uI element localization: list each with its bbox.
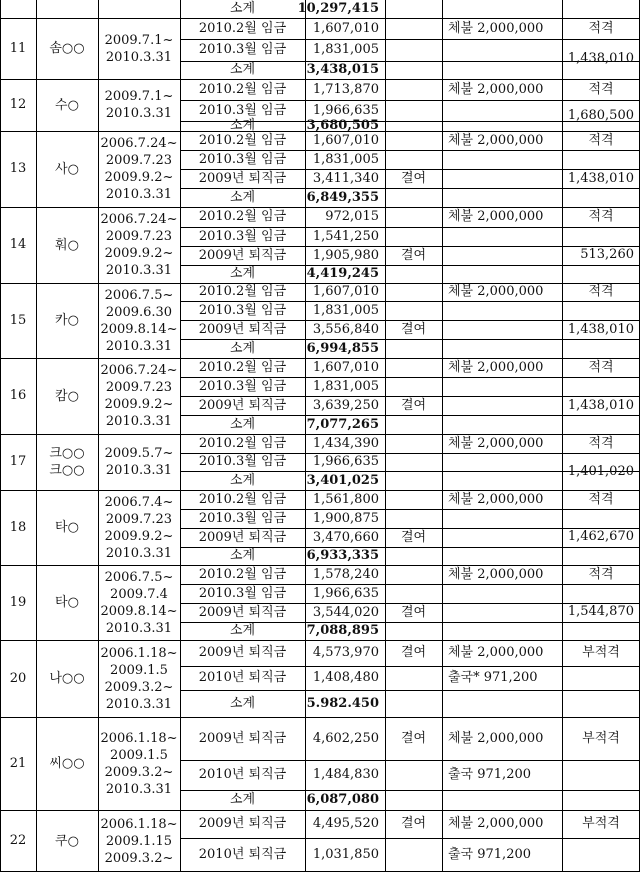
- payable-amount: 1,438,010: [567, 170, 634, 186]
- item-amount: 4,602,250: [312, 730, 379, 746]
- unpaid-amount: 체불 2,000,000: [448, 730, 544, 746]
- item-amount: 3,411,340: [312, 170, 379, 186]
- employment-period: [98, 434, 180, 490]
- unpaid-amount: [442, 603, 562, 622]
- employment-period-line: 2009.9.2~: [104, 170, 174, 185]
- employment-period-line: 2006.1.18~: [100, 730, 178, 746]
- employment-period-line: 2006.7.24~: [100, 363, 178, 378]
- payable-amount: [562, 838, 640, 872]
- subtotal-label: 소계: [229, 62, 256, 77]
- item-label: 2009년 퇴직금: [198, 604, 287, 620]
- item-amount: 1,541,250: [312, 228, 379, 244]
- item-amount: 1,831,005: [312, 378, 379, 394]
- unpaid-amount: [442, 377, 562, 396]
- item-note: [385, 207, 442, 227]
- employment-period-line: 2009.3.2~: [104, 679, 174, 695]
- item-note: [385, 377, 442, 396]
- subtotal-label: 소계: [229, 118, 256, 133]
- eligibility-status: 적격: [588, 491, 614, 507]
- item-note: [385, 100, 442, 121]
- employment-period-line: 2009.7.23: [105, 153, 173, 168]
- item-note: 결여: [400, 397, 427, 413]
- item-label: 2010.3월 임금: [198, 228, 287, 244]
- eligibility-status: 부적격: [582, 730, 620, 746]
- item-note: 결여: [400, 730, 427, 746]
- unpaid-amount: 출국 971,200: [448, 847, 532, 862]
- unpaid-amount: [442, 396, 562, 415]
- item-label: 2010년 퇴직금: [198, 847, 287, 862]
- employment-period: [98, 207, 180, 283]
- item-amount: 1,484,830: [312, 767, 379, 782]
- subtotal-label: 소계: [229, 189, 256, 205]
- item-amount: 1,831,005: [312, 151, 379, 167]
- subtotal-label: 소계: [229, 695, 256, 711]
- eligibility-status: 부적격: [582, 645, 620, 660]
- eligibility-status: 적격: [588, 209, 614, 224]
- employment-period-line: 2010.3.31: [105, 545, 173, 561]
- item-note: [385, 131, 442, 150]
- worker-name-line: 씨○○: [49, 756, 85, 771]
- row-number: 14: [9, 237, 27, 252]
- employment-period-line: 2009.7.23: [105, 511, 173, 527]
- row-number: 21: [9, 755, 27, 771]
- unpaid-amount: [442, 509, 562, 528]
- subtotal-amount: 7,077,265: [306, 416, 379, 432]
- worker-name: [36, 79, 98, 131]
- worker-name-line: 카○: [55, 313, 79, 328]
- eligibility-status: 적격: [588, 132, 614, 148]
- subtotal-amount: 6,849,355: [306, 189, 379, 205]
- worker-name-line: 크○○: [49, 463, 85, 478]
- item-note: 결여: [400, 816, 427, 831]
- worker-name: [36, 810, 98, 872]
- item-note: [385, 227, 442, 246]
- subtotal-label: 소계: [229, 416, 256, 432]
- item-note: 결여: [400, 604, 427, 620]
- item-label: 2010.3월 임금: [198, 378, 287, 394]
- employment-period-line: 2010.3.31: [105, 463, 173, 478]
- item-amount: 1,966,635: [312, 585, 379, 601]
- item-label: 2010.2월 임금: [198, 566, 287, 582]
- unpaid-amount: [442, 150, 562, 169]
- employment-period: [98, 640, 180, 717]
- worker-name-line: 쿠○: [55, 833, 79, 849]
- employment-period-line: 2009.9.2~: [104, 397, 174, 412]
- item-label: 2010년 퇴직금: [198, 767, 287, 782]
- employment-period-line: 2009.7.1~: [104, 89, 174, 104]
- worker-name-line: 나○○: [49, 671, 85, 686]
- eligibility-status: 적격: [588, 435, 614, 451]
- payable-amount: [562, 666, 640, 717]
- item-amount: 1,607,010: [312, 359, 379, 375]
- unpaid-amount: [442, 528, 562, 547]
- worker-name: [36, 565, 98, 640]
- employment-period-line: 2010.3.31: [105, 414, 173, 429]
- unpaid-amount: 체불 2,000,000: [448, 209, 544, 224]
- row-number: 17: [9, 454, 27, 469]
- row-number: 12: [9, 97, 27, 112]
- eligibility-status: 적격: [588, 359, 614, 375]
- unpaid-amount: 체불 2,000,000: [448, 284, 544, 299]
- unpaid-amount: 체불 2,000,000: [448, 435, 544, 451]
- payable-amount: 1,680,500: [567, 107, 634, 123]
- employment-period-line: 2006.1.18~: [100, 816, 178, 832]
- employment-period-line: 2010.3.31: [105, 49, 173, 65]
- worker-name: [36, 131, 98, 207]
- employment-period-line: 2009.6.30: [105, 304, 173, 320]
- item-label: 2009년 퇴직금: [198, 529, 287, 545]
- payable-amount: [562, 760, 640, 810]
- item-label: 2010.3월 임금: [198, 102, 287, 118]
- item-note: [385, 18, 442, 39]
- employment-period-line: 2009.7.23: [105, 229, 173, 244]
- row-number: 20: [9, 670, 27, 686]
- worker-name-line: 수○: [55, 97, 79, 113]
- payable-amount: 1,544,870: [567, 604, 634, 619]
- item-note: [385, 79, 442, 100]
- employment-period-line: 2009.1.15: [105, 833, 173, 849]
- item-label: 2010년 퇴직금: [198, 670, 287, 685]
- unpaid-amount: 체불 2,000,000: [448, 645, 544, 660]
- item-note: 결여: [400, 529, 427, 545]
- employment-period-line: 2010.3.31: [105, 338, 173, 354]
- item-amount: 1,966,635: [312, 102, 379, 118]
- unpaid-amount: [442, 39, 562, 61]
- item-note: 결여: [400, 170, 427, 186]
- item-label: 2010.2월 임금: [198, 209, 287, 224]
- unpaid-amount: 체불 2,000,000: [448, 132, 544, 148]
- row-number: 22: [9, 833, 27, 848]
- item-label: 2010.2월 임금: [198, 20, 287, 36]
- worker-name: [36, 490, 98, 565]
- employment-period-line: 2006.7.5~: [104, 287, 174, 303]
- subtotal-label: 소계: [229, 472, 256, 488]
- employment-period: [98, 810, 180, 872]
- employment-period-line: 2010.3.31: [105, 106, 173, 121]
- worker-name: [36, 283, 98, 358]
- item-amount: 1,607,010: [312, 20, 379, 36]
- employment-period-line: 2006.7.4~: [104, 494, 174, 510]
- worker-name-line: 타○: [55, 595, 79, 610]
- worker-name: [36, 640, 98, 717]
- item-note: [385, 565, 442, 584]
- unpaid-amount: [442, 584, 562, 603]
- item-amount: 1,578,240: [312, 566, 379, 582]
- item-amount: 1,831,005: [312, 42, 379, 57]
- unpaid-amount: [442, 301, 562, 320]
- item-amount: 1,966,635: [312, 454, 379, 469]
- unpaid-amount: [442, 169, 562, 188]
- payable-amount: 1,438,010: [567, 397, 634, 413]
- item-label: 2010.2월 임금: [198, 132, 287, 148]
- employment-period: [98, 490, 180, 565]
- item-label: 2010.3월 임금: [198, 585, 287, 601]
- unpaid-amount: 체불 2,000,000: [448, 816, 544, 831]
- unpaid-amount: [442, 227, 562, 246]
- item-amount: 3,556,840: [312, 321, 379, 337]
- subtotal-amount: 6,994,855: [306, 340, 379, 356]
- item-note: [385, 150, 442, 169]
- item-note: [385, 584, 442, 603]
- employment-period-line: 2009.1.5: [110, 662, 168, 678]
- item-amount: 3,544,020: [312, 604, 379, 620]
- item-amount: 1,905,980: [312, 247, 379, 263]
- row-number: 19: [9, 594, 27, 610]
- subtotal-label: 소계: [229, 548, 256, 563]
- employment-period-line: 2009.8.14~: [100, 603, 178, 619]
- employment-period: [98, 18, 180, 79]
- employment-period: [98, 717, 180, 810]
- item-amount: 3,470,660: [312, 529, 379, 545]
- item-label: 2010.2월 임금: [198, 284, 287, 299]
- payable-amount: 1,462,670: [567, 529, 634, 544]
- item-label: 2010.2월 임금: [198, 81, 287, 97]
- worker-name-line: 사○: [55, 161, 79, 177]
- worker-name-line: 훠○: [55, 237, 79, 253]
- payable-amount: 513,260: [580, 247, 634, 262]
- employment-period: [98, 131, 180, 207]
- item-amount: 3,639,250: [312, 397, 379, 413]
- item-label: 2010.2월 임금: [198, 359, 287, 375]
- item-amount: 1,607,010: [312, 284, 379, 299]
- employment-period: [98, 79, 180, 131]
- unpaid-amount: [442, 100, 562, 121]
- unpaid-amount: [442, 453, 562, 471]
- row-number: 13: [9, 161, 27, 176]
- eligibility-status: 적격: [588, 284, 614, 299]
- unpaid-amount: [442, 320, 562, 339]
- item-note: [385, 301, 442, 320]
- item-note: [385, 760, 442, 790]
- unpaid-amount: 체불 2,000,000: [448, 566, 544, 582]
- item-label: 2009년 퇴직금: [198, 247, 287, 263]
- item-label: 2009년 퇴직금: [198, 816, 287, 831]
- worker-name: [36, 434, 98, 490]
- eligibility-status: 적격: [588, 20, 614, 36]
- employment-period-line: 2010.3.31: [105, 187, 173, 202]
- subtotal-amount: 3,438,015: [306, 62, 379, 77]
- subtotal-amount: 4,419,245: [306, 266, 379, 281]
- employment-period-line: 2010.3.31: [105, 620, 173, 636]
- unpaid-amount: 체불 2,000,000: [448, 491, 544, 507]
- item-label: 2009년 퇴직금: [198, 730, 287, 746]
- item-amount: 1,831,005: [312, 302, 379, 318]
- employment-period-line: 2010.3.31: [105, 696, 173, 712]
- item-note: [385, 283, 442, 301]
- worker-name-line: 타○: [55, 520, 79, 535]
- employment-period-line: 2009.7.1~: [104, 32, 174, 48]
- employment-period-line: 2009.1.5: [110, 747, 168, 763]
- subtotal-label: 소계: [229, 266, 256, 281]
- employment-period-line: 2009.3.2~: [104, 764, 174, 780]
- row-number: 18: [9, 519, 27, 535]
- employment-period-line: 2009.7.4: [110, 586, 168, 602]
- unpaid-amount: 출국* 971,200: [448, 670, 538, 685]
- subtotal-label: 소계: [229, 340, 256, 356]
- eligibility-status: 적격: [588, 566, 614, 582]
- subtotal-amount: 3,680,505: [306, 118, 379, 133]
- employment-period-line: 2009.5.7~: [104, 446, 174, 461]
- worker-name-line: 크○○: [49, 446, 85, 461]
- worker-name-line: 솜○○: [49, 41, 85, 56]
- unpaid-amount: 체불 2,000,000: [448, 81, 544, 97]
- employment-period-line: 2010.3.31: [105, 781, 173, 797]
- employment-period-line: 2006.7.24~: [100, 212, 178, 227]
- item-note: [385, 490, 442, 509]
- employment-period-line: 2006.7.5~: [104, 569, 174, 585]
- item-label: 2010.3월 임금: [198, 151, 287, 167]
- unpaid-amount: 체불 2,000,000: [448, 20, 544, 36]
- subtotal-amount: 5.982.450: [306, 695, 379, 711]
- item-amount: 4,495,520: [312, 816, 379, 831]
- item-note: [385, 666, 442, 690]
- item-label: 2009년 퇴직금: [198, 397, 287, 413]
- item-amount: 1,408,480: [312, 670, 379, 685]
- item-note: [385, 838, 442, 872]
- item-note: [385, 509, 442, 528]
- item-note: 결여: [400, 321, 427, 337]
- subtotal-label: 소계: [229, 623, 256, 638]
- subtotal-amount: 6,933,335: [306, 548, 379, 563]
- eligibility-status: 부적격: [582, 816, 620, 831]
- employment-period-line: 2009.7.23: [105, 380, 173, 395]
- worker-name: [36, 18, 98, 79]
- row-number: 15: [9, 312, 27, 328]
- item-note: [385, 39, 442, 61]
- item-amount: 1,031,850: [312, 847, 379, 862]
- item-amount: 1,434,390: [312, 435, 379, 451]
- item-label: 2010.2월 임금: [198, 435, 287, 451]
- employment-period: [98, 358, 180, 434]
- unpaid-amount: 출국 971,200: [448, 767, 532, 782]
- employment-period-line: 2009.3.2~: [104, 850, 174, 866]
- row-number: 16: [9, 388, 27, 403]
- unpaid-amount: 체불 2,000,000: [448, 359, 544, 375]
- item-label: 2009년 퇴직금: [198, 645, 287, 660]
- worker-name: [36, 207, 98, 283]
- employment-period: [98, 565, 180, 640]
- item-note: [385, 358, 442, 377]
- item-label: 2009년 퇴직금: [198, 170, 287, 186]
- item-label: 2010.2월 임금: [198, 491, 287, 507]
- subtotal-amount: 3,401,025: [306, 472, 379, 488]
- worker-name: [36, 717, 98, 810]
- worker-name: [36, 358, 98, 434]
- item-amount: 1,900,875: [312, 510, 379, 526]
- item-note: [385, 434, 442, 453]
- item-label: 2010.3월 임금: [198, 454, 287, 469]
- employment-period-line: 2009.9.2~: [104, 528, 174, 544]
- top-subtotal-amount: 10,297,415: [297, 1, 379, 16]
- subtotal-amount: 6,087,080: [306, 792, 379, 807]
- item-amount: 4,573,970: [312, 645, 379, 660]
- item-label: 2010.3월 임금: [198, 510, 287, 526]
- item-note: 결여: [400, 247, 427, 263]
- payable-amount: 1,401,020: [567, 463, 634, 479]
- payable-amount: 1,438,010: [567, 321, 634, 337]
- item-amount: 1,713,870: [312, 81, 379, 97]
- item-note: [385, 453, 442, 471]
- unpaid-amount: [442, 246, 562, 265]
- item-label: 2010.3월 임금: [198, 302, 287, 318]
- payable-amount: 1,438,010: [567, 51, 634, 66]
- item-note: 결여: [400, 645, 427, 660]
- item-amount: 1,607,010: [312, 132, 379, 148]
- employment-period-line: 2009.9.2~: [104, 246, 174, 261]
- item-amount: 972,015: [325, 209, 379, 224]
- item-label: 2009년 퇴직금: [198, 321, 287, 337]
- top-subtotal-label: 소계: [229, 1, 256, 16]
- item-label: 2010.3월 임금: [198, 42, 287, 57]
- subtotal-label: 소계: [229, 792, 256, 807]
- eligibility-status: 적격: [588, 81, 614, 97]
- employment-period-line: 2006.7.24~: [100, 136, 178, 151]
- employment-period-line: 2009.8.14~: [100, 321, 178, 337]
- employment-period-line: 2006.1.18~: [100, 645, 178, 661]
- employment-period: [98, 283, 180, 358]
- subtotal-amount: 7,088,895: [306, 623, 379, 638]
- row-number: 11: [9, 40, 27, 56]
- employment-period-line: 2010.3.31: [105, 263, 173, 278]
- worker-name-line: 캄○: [55, 388, 79, 404]
- item-amount: 1,561,800: [312, 491, 379, 507]
